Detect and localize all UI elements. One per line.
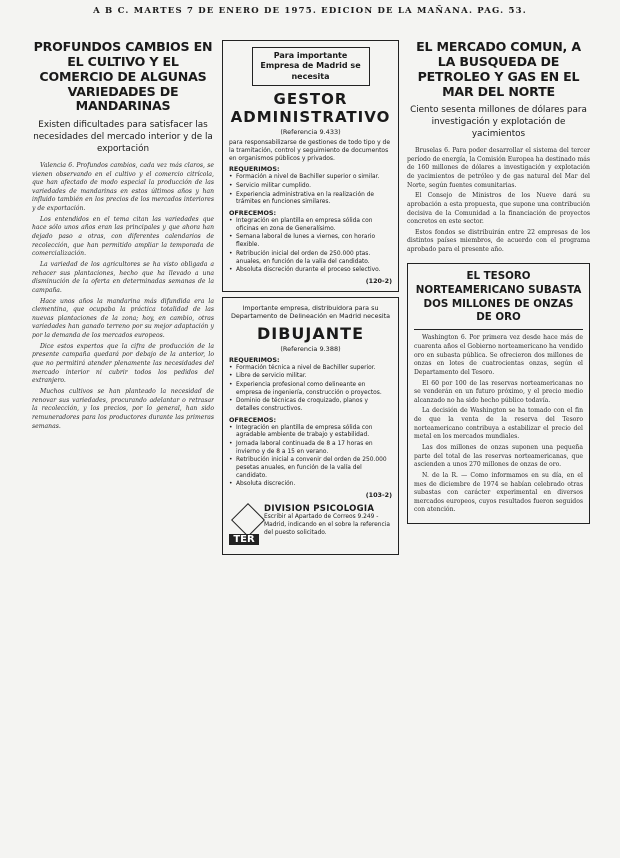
- division-text: Escribir al Apartado de Correos 9.249 - Madrid, indicando en el sobre la referencia del puesto solicitado.: [264, 513, 390, 536]
- list-item: • Semana laboral de lunes a viernes, con horario flexible.: [229, 234, 392, 249]
- gold-auction-box: [407, 263, 590, 524]
- list-item: • Servicio militar cumplido.: [229, 183, 392, 191]
- job-ad-gestor: [222, 40, 399, 292]
- article-paragraph: El 60 por 100 de las reservas norteamericanas no se venderán en un futuro próximo, y el precio medio alcanzado no ha sido hecho público todavía.: [414, 379, 583, 404]
- list-item: • Jornada laboral continuada de 8 a 17 horas en invierno y de 8 a 15 en verano.: [229, 441, 392, 456]
- right-article-body: [407, 147, 590, 255]
- article-paragraph: Los entendidos en el tema citan las variedades que hace sólo unos años eran las principales y que ahora han dejado paso a otras, con diferentes calendarios de recolección, que han permitido ampliar la temporada de comercialización.: [32, 215, 214, 258]
- left-column: [32, 40, 214, 840]
- page-header: A B C. MARTES 7 DE ENERO DE 1975. EDICION DE LA MAÑANA. PAG. 53.: [93, 6, 527, 16]
- article-paragraph: La decisión de Washington se ha tomado con el fin de que la venta de la reserva del Tesoro norteamericano contribuya a estabilizar el precio del metal en los mercados mundiales.: [414, 407, 583, 441]
- ad-code: (103-2): [365, 490, 392, 499]
- logo-text: TER: [229, 534, 259, 545]
- right-column: [407, 40, 590, 840]
- article-paragraph: La variedad de los agricultores se ha visto obligada a rehacer sus plantaciones, hecho que ha llevado a una disminución de la oferta en determinadas semanas de la campaña.: [32, 260, 214, 294]
- ofrecemos-list: [229, 218, 392, 275]
- left-article-body: [32, 162, 214, 431]
- article-paragraph: El Consejo de Ministros de los Nueve dará su aprobación a esta propuesta, que supone una contribución decisiva de la Comunidad a la financiación de proyectos concretos en este sector.: [407, 192, 590, 226]
- list-item: • Formación técnica a nivel de Bachiller superior.: [229, 365, 392, 373]
- ofrecemos-list: [229, 425, 392, 489]
- ad-description: para responsabilizarse de gestiones de todo tipo y de la tramitación, control y seguimiento de documentos en organismos públicos y privados.: [229, 139, 391, 163]
- right-headline: EL MERCADO COMUN, A LA BUSQUEDA DE PETROLEO Y GAS EN EL MAR DEL NORTE: [416, 40, 581, 99]
- ad-title: DIBUJANTE: [257, 323, 364, 343]
- ad-intro-box: Para importante Empresa de Madrid se necesita: [252, 47, 370, 86]
- article-paragraph: Hace unos años la mandarina más difundida era la clementina, que ocupaba la práctica totalidad de las nuevas plantaciones de la zona; hoy, en cambio, otras variedades han ganado terreno por su mejor adaptación y por la demanda de los mercados europeos.: [32, 297, 214, 340]
- ad-title: GESTOR ADMINISTRATIVO: [230, 90, 391, 127]
- left-headline: PROFUNDOS CAMBIOS EN EL CULTIVO Y EL COMERCIO DE ALGUNAS VARIEDADES DE MANDARINAS: [33, 40, 213, 114]
- list-item: • Experiencia administrativa en la realización de trámites en funciones similares.: [229, 192, 392, 207]
- diamond-icon: [231, 503, 265, 537]
- left-subhead: Existen dificultades para satisfacer las necesidades del mercado interior y de la exportación: [33, 120, 213, 155]
- list-item: • Absoluta discreción.: [229, 481, 392, 489]
- job-ad-dibujante: [222, 297, 399, 555]
- box-headline: EL TESORO NORTEAMERICANO SUBASTA DOS MILLONES DE ONZAS DE ORO: [415, 269, 582, 324]
- right-subhead: Ciento sesenta millones de dólares para investigación y explotación de yacimientos: [410, 105, 587, 140]
- list-item: • Retribución inicial a convenir del orden de 250.000 pesetas anuales, en función de la valía del candidato.: [229, 457, 392, 480]
- division-info: [264, 504, 392, 538]
- requisitos-list: [229, 365, 392, 414]
- division-footer: [229, 504, 392, 548]
- requisitos-label: REQUERIMOS:: [229, 165, 280, 174]
- divider: [414, 329, 583, 330]
- list-item: • Absoluta discreción durante el proceso selectivo.: [229, 267, 392, 275]
- requisitos-label: REQUERIMOS:: [229, 355, 280, 364]
- article-paragraph: Las dos millones de onzas suponen una pequeña parte del total de las reservas norteamericanas, que ascienden a unos 270 millones de onzas de oro.: [414, 444, 583, 469]
- ad-reference: (Referencia 9.433): [280, 128, 341, 137]
- list-item: • Retribución inicial del orden de 250.000 ptas. anuales, en función de la valía del candidato.: [229, 251, 392, 266]
- box-article-body: [414, 334, 583, 515]
- list-item: • Integración en plantilla en empresa sólida con oficinas en zona de Generalísimo.: [229, 218, 392, 233]
- article-paragraph: Dice estos expertos que la cifra de producción de la presente campaña quedará por debajo de la anterior, lo que no permitirá atender plenamente las necesidades del mercado interior ni cubrir todos los pedidos del extranjero.: [32, 342, 214, 385]
- list-item: • Integración en plantilla de empresa sólida con agradable ambiente de trabajo y estabilidad.: [229, 425, 392, 440]
- article-paragraph: Washington 6. Por primera vez desde hace más de cuarenta años el Gobierno norteamericano ha vendido oro en subasta pública. Se ofrecieron dos millones de onzas en lotes de cuatrocientas onzas, según el Departamento del Tesoro.: [414, 334, 583, 376]
- list-item: • Formación a nivel de Bachiller superior o similar.: [229, 174, 392, 182]
- ad-intro: Importante empresa, distribuidora para su Departamento de Delineación en Madrid necesita: [230, 303, 391, 321]
- ofrecemos-label: OFRECEMOS:: [229, 415, 277, 424]
- list-item: • Experiencia profesional como delineante en empresa de ingeniería, construcción o proyectos.: [229, 382, 392, 397]
- article-paragraph: Estos fondos se distribuirán entre 22 empresas de los distintos países miembros, de acuerdo con el programa aprobado para el presente año.: [407, 228, 590, 254]
- requisitos-list: [229, 174, 392, 207]
- article-paragraph: Muchos cultivos se han planteado la necesidad de renovar sus variedades, procurando adelantar o retrasar la recolección, y los precios, por lo general, han sido remuneradores para los productores durante las primeras semanas.: [32, 387, 214, 430]
- ofrecemos-label: OFRECEMOS:: [229, 209, 277, 218]
- ter-logo: [229, 504, 259, 548]
- list-item: • Libre de servicio militar.: [229, 373, 392, 381]
- article-paragraph: Valencia 6. Profundos cambios, cada vez más claros, se vienen observando en el cultivo y el comercio citrícola, que han afectado de modo especial la producción de las variedades de mandarinas en estos últimos años y han influido también en los precios de los mercados interiores y de exportación.: [32, 161, 214, 213]
- article-paragraph: N. de la R. — Como informamos en su día, en el mes de diciembre de 1974 se habían celebrado otras subastas con carácter experimental en diversos mercados europeos, cuyos resultados fueron seguidos con atención.: [414, 471, 583, 514]
- list-item: • Dominio de técnicas de croquizado, planos y detalles constructivos.: [229, 398, 392, 413]
- division-title: DIVISION PSICOLOGIA: [264, 503, 375, 514]
- article-paragraph: Bruselas 6. Para poder desarrollar el sistema del tercer período de energía, la Comisión Europea ha destinado más de 160 millones de dólares a investigación y explotación de yacimientos de petróleo y de gas natural del Mar del Norte, según fuentes comunitarias.: [407, 147, 590, 189]
- ad-code: (120-2): [365, 276, 392, 285]
- ad-reference: (Referencia 9.388): [280, 344, 341, 353]
- middle-column: [222, 40, 399, 840]
